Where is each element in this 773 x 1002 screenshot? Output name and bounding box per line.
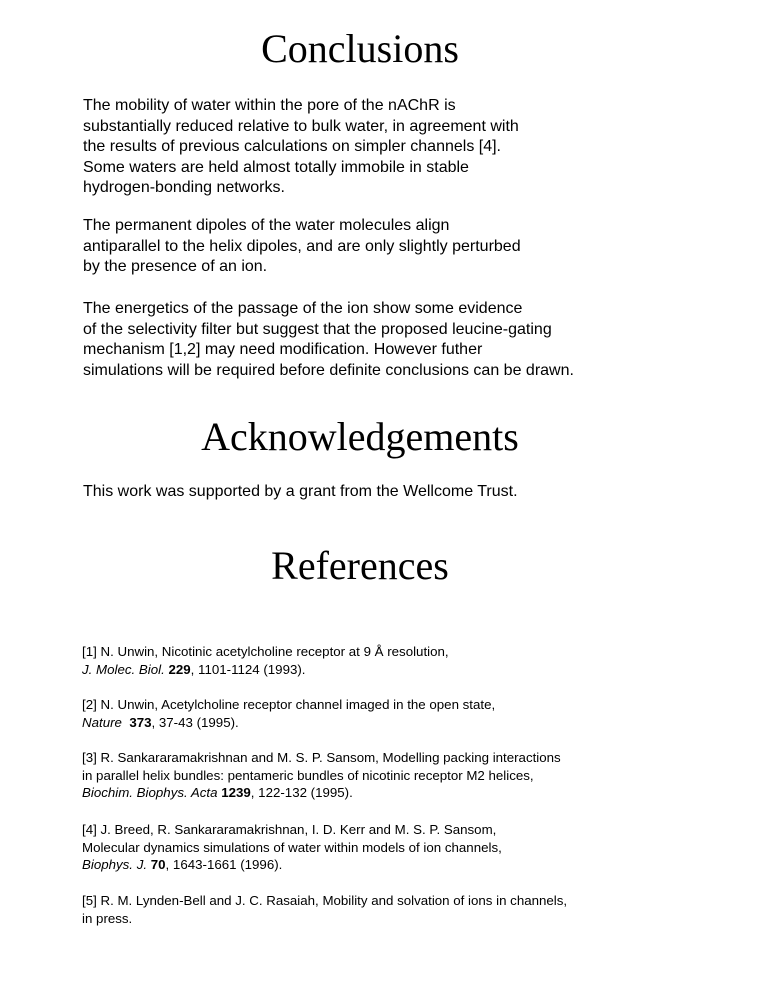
journal-name: Biophys. J. — [82, 857, 148, 872]
reference-item-5 — [82, 892, 722, 927]
acknowledgements-heading: Acknowledgements — [201, 414, 519, 459]
text-line: simulations will be required before definite conclusions can be drawn. — [83, 361, 574, 379]
text-line: of the selectivity filter but suggest that the proposed leucine-gating — [83, 320, 552, 338]
page-range: , 122-132 (1995). — [250, 785, 353, 800]
reference-item-1 — [82, 643, 722, 678]
reference-line: [2] N. Unwin, Acetylcholine receptor channel imaged in the open state, — [82, 697, 496, 712]
text-line: The energetics of the passage of the ion show some evidence — [83, 300, 523, 317]
journal-name: Nature — [82, 714, 122, 730]
volume-number: 70 — [150, 857, 166, 872]
text-line: by the presence of an ion. — [83, 258, 268, 275]
reference-line: [5] R. M. Lynden-Bell and J. C. Rasaiah, Mobility and solvation of ions in channels, — [82, 893, 568, 908]
references-heading: References — [271, 543, 449, 588]
text-line: The mobility of water within the pore of the nAChR is — [83, 97, 456, 114]
page-range: , 1101-1124 (1993). — [190, 661, 306, 677]
acknowledgements-text: This work was supported by a grant from the Wellcome Trust. — [83, 483, 518, 500]
conclusions-heading: Conclusions — [261, 26, 459, 71]
reference-line: in press. — [82, 910, 133, 926]
volume-number: 373 — [129, 714, 152, 730]
journal-name: J. Molec. Biol. — [82, 661, 165, 677]
reference-item-2 — [82, 696, 722, 731]
page-range: , 1643-1661 (1996). — [165, 857, 283, 872]
text-line: antiparallel to the helix dipoles, and are only slightly perturbed — [83, 237, 521, 255]
text-line: mechanism [1,2] may need modification. However futher — [83, 341, 483, 358]
reference-line: [4] J. Breed, R. Sankararamakrishnan, I. D. Kerr and M. S. P. Sansom, — [82, 822, 497, 837]
reference-citation — [82, 661, 722, 679]
text-line: the results of previous calculations on simpler channels [4]. — [83, 138, 501, 155]
reference-line: [1] N. Unwin, Nicotinic acetylcholine receptor at 9 Å resolution, — [82, 644, 449, 659]
reference-line: Molecular dynamics simulations of water within models of ion channels, — [82, 839, 502, 855]
reference-item-3 — [82, 749, 722, 802]
reference-line: in parallel helix bundles: pentameric bundles of nicotinic receptor M2 helices, — [82, 767, 534, 783]
conclusions-paragraph-3 — [83, 299, 723, 381]
reference-line: [3] R. Sankararamakrishnan and M. S. P. Sansom, Modelling packing interactions — [82, 750, 561, 765]
text-line: substantially reduced relative to bulk water, in agreement with — [83, 117, 519, 135]
volume-number: 229 — [168, 661, 191, 677]
text-line: The permanent dipoles of the water molecules align — [83, 217, 450, 234]
conclusions-paragraph-2 — [83, 216, 723, 278]
reference-citation — [82, 784, 722, 802]
text-line: Some waters are held almost totally immobile in stable — [83, 158, 469, 176]
reference-citation — [82, 714, 722, 732]
page-range: , 37-43 (1995). — [151, 714, 239, 730]
journal-name: Biochim. Biophys. Acta — [82, 785, 218, 800]
reference-citation — [82, 856, 722, 874]
reference-item-4 — [82, 821, 722, 874]
conclusions-paragraph-1 — [83, 96, 723, 199]
text-line: hydrogen-bonding networks. — [83, 179, 285, 196]
volume-number: 1239 — [221, 785, 251, 800]
